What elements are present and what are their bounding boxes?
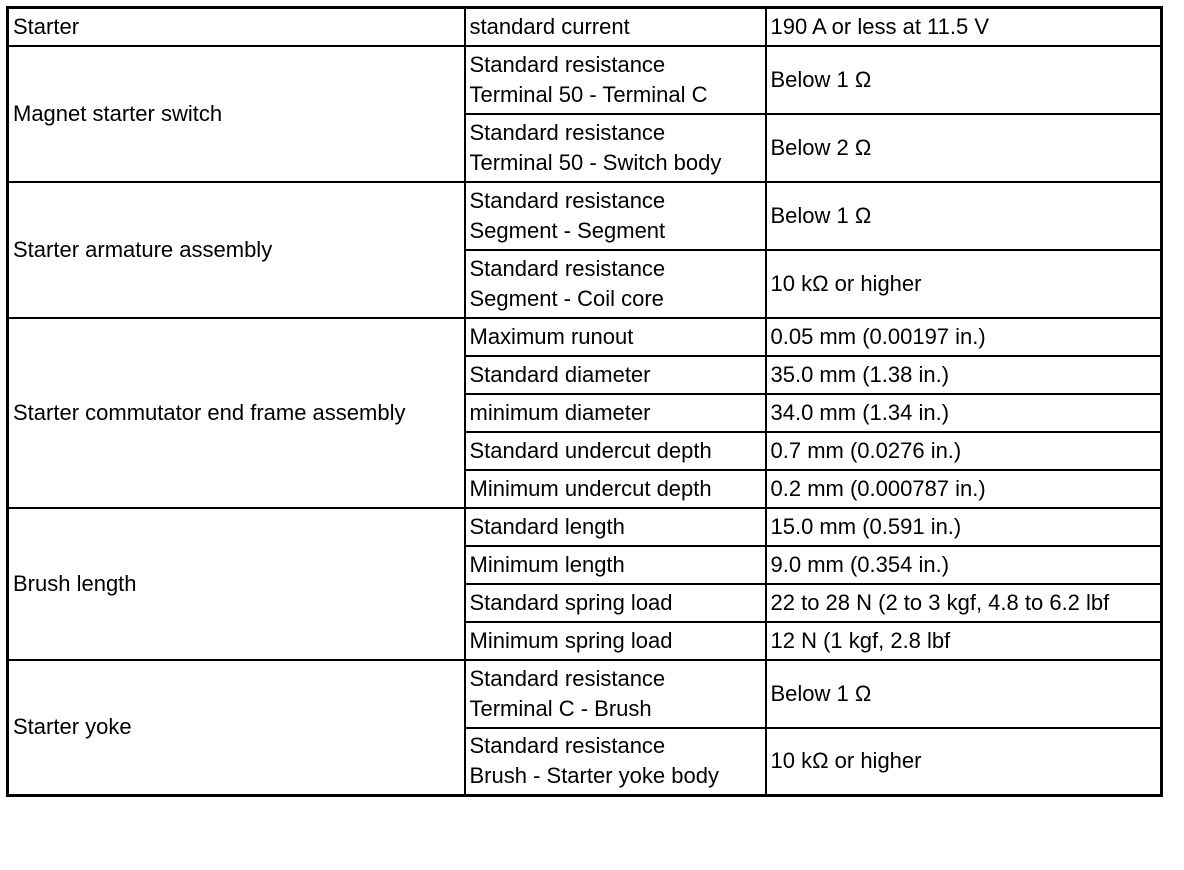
item-cell: [465, 250, 766, 318]
item-cell: [465, 318, 766, 356]
value-cell: 9.0 mm (0.354 in.): [766, 546, 1162, 584]
specification-table-body: [8, 8, 1162, 796]
item-text: standard current: [469, 13, 630, 39]
value-cell: 0.2 mm (0.000787 in.): [766, 470, 1162, 508]
table-row: [8, 660, 1162, 728]
value-cell: 0.7 mm (0.0276 in.): [766, 432, 1162, 470]
item-text: Segment - Segment: [469, 217, 666, 243]
item-cell: [465, 584, 766, 622]
table-row: [8, 508, 1162, 546]
item-text: Maximum runout: [469, 323, 634, 349]
value-cell: Below 1 Ω: [766, 182, 1162, 250]
item-cell: [465, 508, 766, 546]
value-cell: Below 1 Ω: [766, 660, 1162, 728]
specification-table: [6, 6, 1163, 797]
item-cell: [465, 470, 766, 508]
value-cell: 35.0 mm (1.38 in.): [766, 356, 1162, 394]
item-cell: [465, 182, 766, 250]
item-cell: [465, 356, 766, 394]
value-cell: 190 A or less at 11.5 V: [766, 8, 1162, 46]
item-cell: [465, 728, 766, 796]
component-cell: Starter: [8, 8, 465, 46]
item-cell: [465, 546, 766, 584]
item-cell: [465, 660, 766, 728]
value-cell: 15.0 mm (0.591 in.): [766, 508, 1162, 546]
item-text: Standard spring load: [469, 589, 673, 615]
value-cell: 12 N (1 kgf, 2.8 lbf: [766, 622, 1162, 660]
item-text: Brush - Starter yoke body: [469, 763, 719, 789]
component-cell: Brush length: [8, 508, 465, 660]
value-cell: 10 kΩ or higher: [766, 728, 1162, 796]
table-row: [8, 8, 1162, 46]
value-cell: Below 1 Ω: [766, 46, 1162, 114]
component-cell: Starter yoke: [8, 660, 465, 796]
item-text: Standard resistance: [469, 187, 666, 213]
item-cell: [465, 432, 766, 470]
item-cell: [465, 114, 766, 182]
item-text: Minimum spring load: [469, 627, 673, 653]
item-cell: [465, 394, 766, 432]
item-text: Segment - Coil core: [469, 285, 664, 311]
value-cell: Below 2 Ω: [766, 114, 1162, 182]
component-cell: Starter armature assembly: [8, 182, 465, 318]
component-cell: Starter commutator end frame assembly: [8, 318, 465, 508]
item-text: minimum diameter: [469, 399, 651, 425]
table-row: [8, 46, 1162, 114]
item-text: Minimum undercut depth: [469, 475, 712, 501]
item-text: Standard resistance: [469, 255, 666, 281]
component-cell: Magnet starter switch: [8, 46, 465, 182]
item-text: Terminal 50 - Terminal C: [469, 81, 708, 107]
item-text: Terminal 50 - Switch body: [469, 149, 722, 175]
item-cell: [465, 8, 766, 46]
item-text: Standard diameter: [469, 361, 651, 387]
table-row: [8, 318, 1162, 356]
value-cell: 10 kΩ or higher: [766, 250, 1162, 318]
item-text: Standard resistance: [469, 733, 666, 759]
value-cell: 22 to 28 N (2 to 3 kgf, 4.8 to 6.2 lbf: [766, 584, 1162, 622]
item-text: Standard resistance: [469, 119, 666, 145]
item-text: Terminal C - Brush: [469, 695, 652, 721]
item-text: Standard resistance: [469, 665, 666, 691]
table-row: [8, 182, 1162, 250]
item-text: Minimum length: [469, 551, 625, 577]
item-cell: [465, 622, 766, 660]
item-text: Standard length: [469, 513, 625, 539]
value-cell: 0.05 mm (0.00197 in.): [766, 318, 1162, 356]
value-cell: 34.0 mm (1.34 in.): [766, 394, 1162, 432]
item-text: Standard resistance: [469, 51, 666, 77]
item-cell: [465, 46, 766, 114]
item-text: Standard undercut depth: [469, 437, 712, 463]
